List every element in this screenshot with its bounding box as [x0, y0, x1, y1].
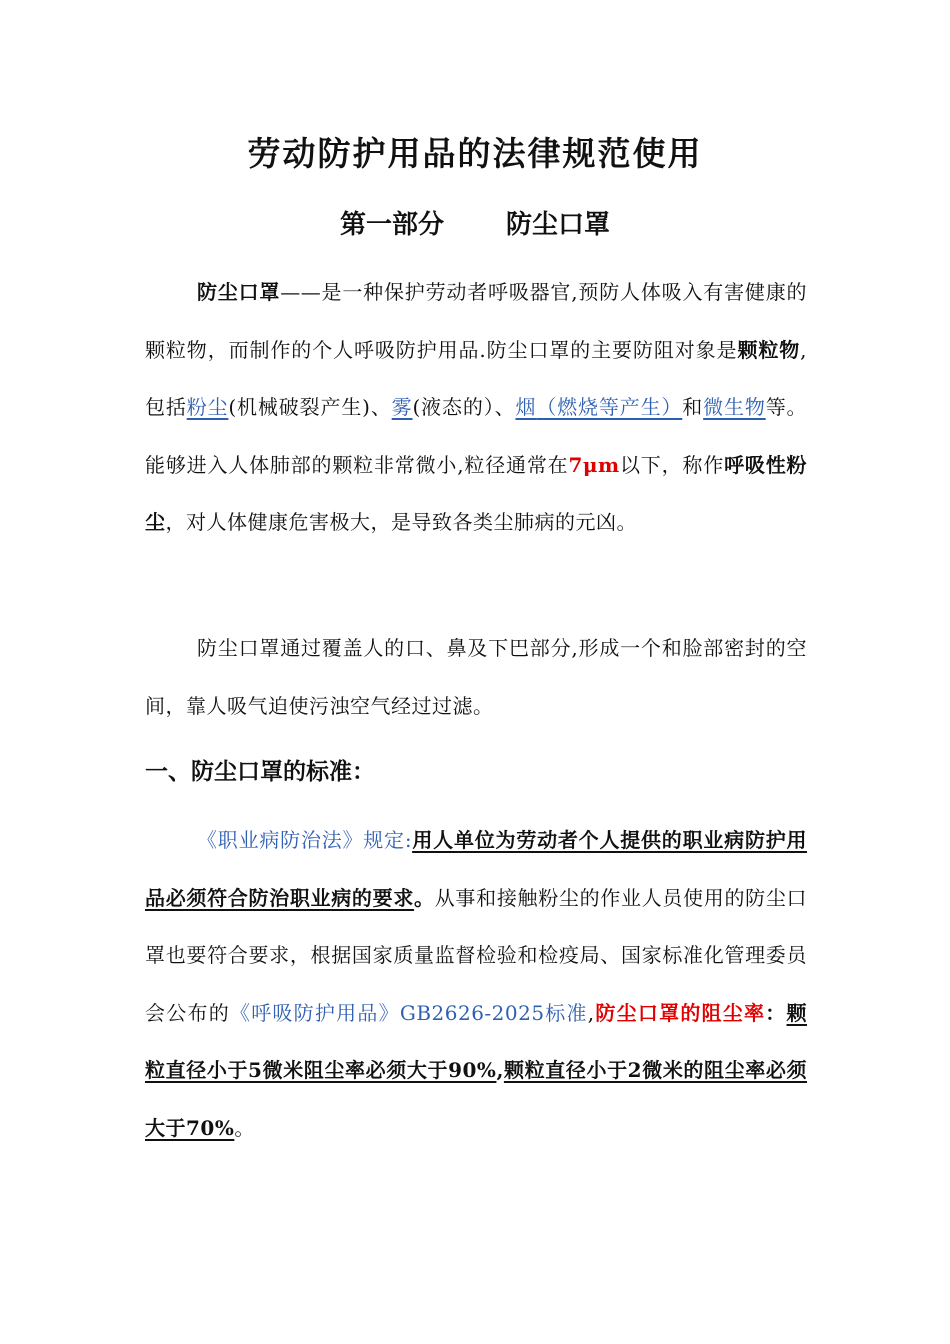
- text-run: ，对人体健康危害极大，是导致各类尘肺病的元凶。: [165, 510, 637, 534]
- text-run: ,: [496, 1058, 504, 1082]
- text-run: ,包括: [145, 337, 808, 419]
- text-run: 和: [682, 395, 704, 419]
- paragraph-function: 防尘口罩通过覆盖人的口、鼻及下巴部分,形成一个和脸部密封的空间，靠人吸气迫使污浊空气经过过滤。: [145, 636, 807, 718]
- law-requirement: 用人单位为劳动者个人提供的职业病防护用品必须符合防治职业病的要求: [145, 828, 808, 910]
- particle-size-value: 7μm: [568, 452, 620, 477]
- text-run: ,: [587, 1000, 595, 1025]
- text-run: 。: [414, 885, 435, 910]
- dust-blocking-rate-label: 防尘口罩的阻尘率: [594, 1000, 766, 1025]
- paragraph-standards: [145, 812, 807, 1157]
- document-title: 劳动防护用品的法律规范使用: [247, 134, 703, 173]
- requirement-2-micron: 颗粒直径小于2微米的阻尘率必须大于70%: [145, 1058, 807, 1140]
- text-run: (机械破裂产生)、: [228, 395, 392, 419]
- term-dust-mask: 防尘口罩: [197, 280, 281, 304]
- standard-reference: 《呼吸防护用品》GB2626-2025标准: [229, 1000, 588, 1025]
- link-dust[interactable]: 粉尘: [186, 395, 229, 419]
- link-mist[interactable]: 雾: [391, 395, 413, 419]
- text-run: 。: [234, 1115, 255, 1140]
- text-run: ——是一种保护劳动者呼吸器官,预防人体吸入有害健康的颗粒物，而制作的个人呼吸防护用品.防尘口罩的主要防阻对象是: [145, 280, 807, 362]
- text-run: 以下，称作: [619, 452, 725, 477]
- subtitle-name: 防尘口罩: [506, 210, 611, 240]
- subtitle-part: 第一部分: [339, 210, 444, 240]
- section-subtitle: [0, 204, 950, 241]
- term-respirable-dust: 呼吸性粉尘: [145, 452, 808, 534]
- paragraph-definition: [145, 264, 807, 552]
- law-reference: 《职业病防治法》规定: [197, 828, 405, 852]
- requirement-5-micron: 颗粒直径小于5微米阻尘率必须大于90%: [145, 1000, 808, 1082]
- text-run: 等。能够进入人体肺部的颗粒非常微小,粒径通常在: [145, 395, 808, 477]
- text-run: ：: [765, 1000, 787, 1025]
- text-run-blue: :: [404, 828, 413, 852]
- text-run: 从事和接触粉尘的作业人员使用的防尘口罩也要符合要求，根据国家质量监督检验和检疫局、国家标准化管理委员会公布的: [145, 885, 808, 1025]
- section-heading-standards: 一、防尘口罩的标准：: [145, 758, 375, 785]
- link-smoke[interactable]: 烟: [515, 395, 537, 419]
- text-run-blue: （燃烧等产生）: [536, 395, 683, 419]
- term-particulates: 颗粒物: [737, 337, 801, 362]
- text-run: (液态的）、: [412, 395, 516, 419]
- link-microorganism[interactable]: 微生物: [703, 395, 766, 419]
